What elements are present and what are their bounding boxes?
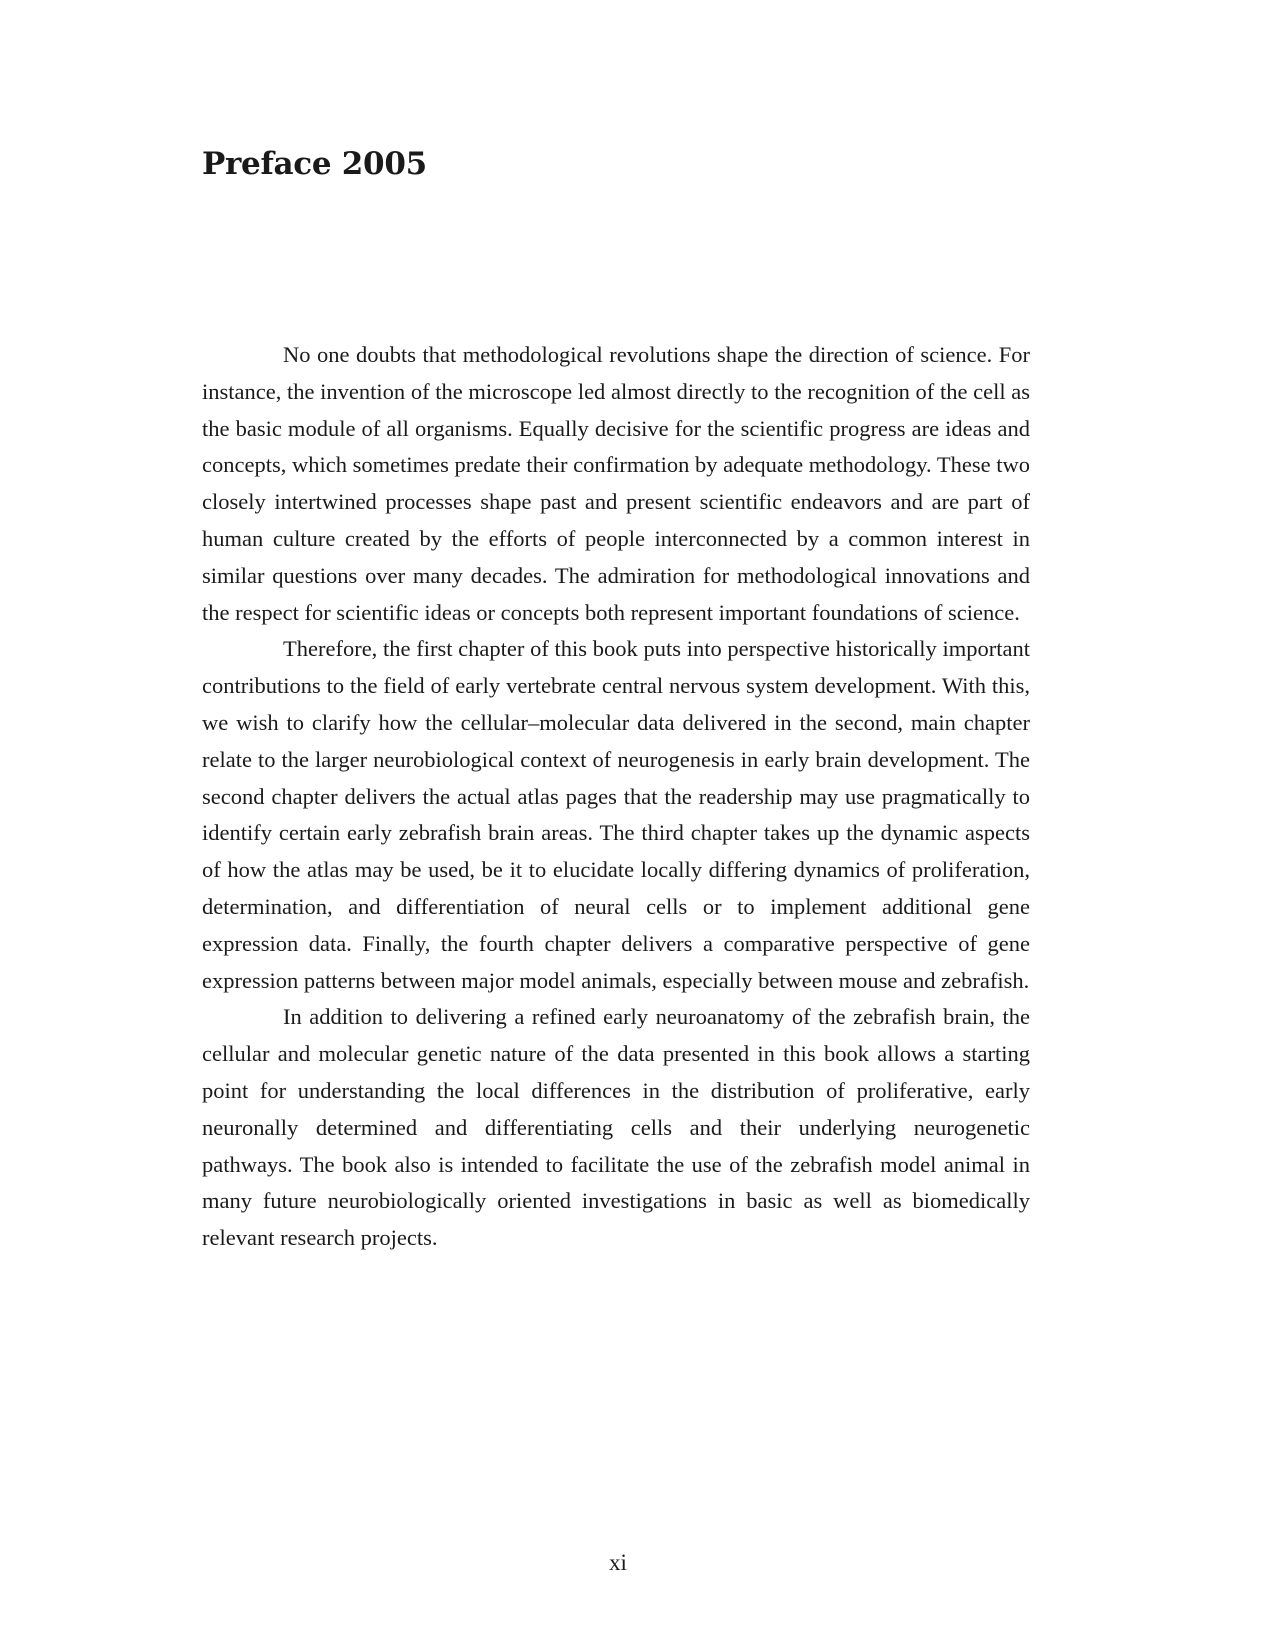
preface-body — [202, 337, 1030, 1257]
page-number: xi — [609, 1550, 627, 1575]
paragraph-book-purpose: In addition to delivering a refined early neuroanatomy of the zebrafish brain, the cellular and molecular genetic nature of the data presented in this book allows a starting point for understanding the local differences in the distribution of proliferative, early neuronally determined and differentiating cells and their underlying neurogenetic pathways. The book also is intended to facilitate the use of the zebrafish model animal in many future neurobiologically oriented investigations in basic as well as biomedically relevant research projects. — [202, 1004, 1030, 1251]
paragraph-chapter-overview: Therefore, the first chapter of this book puts into perspective historically important contributions to the field of early vertebrate central nervous system development. With this, we wish to clarify how the cellular–molecular data delivered in the second, main chapter relate to the larger neurobiological context of neurogenesis in early brain development. The second chapter delivers the actual atlas pages that the readership may use pragmatically to identify certain early zebrafish brain areas. The third chapter takes up the dynamic aspects of how the atlas may be used, be it to elucidate locally differing dynamics of proliferation, determination, and differentiation of neural cells or to implement additional gene expression data. Finally, the fourth chapter delivers a comparative perspective of gene expression patterns between major model animals, especially between mouse and zebrafish. — [202, 636, 1030, 993]
page-title: Preface 2005 — [202, 146, 427, 182]
paragraph-methodological-revolutions: No one doubts that methodological revolutions shape the direction of science. For instance, the invention of the microscope led almost directly to the recognition of the cell as the basic module of all organisms. Equally decisive for the scientific progress are ideas and concepts, which sometimes predate their confirmation by adequate methodology. These two closely intertwined processes shape past and present scientific endeavors and are part of human culture created by the efforts of people interconnected by a common interest in similar questions over many decades. The admiration for methodological innovations and the respect for scientific ideas or concepts both represent important foundations of science. — [202, 342, 1030, 625]
